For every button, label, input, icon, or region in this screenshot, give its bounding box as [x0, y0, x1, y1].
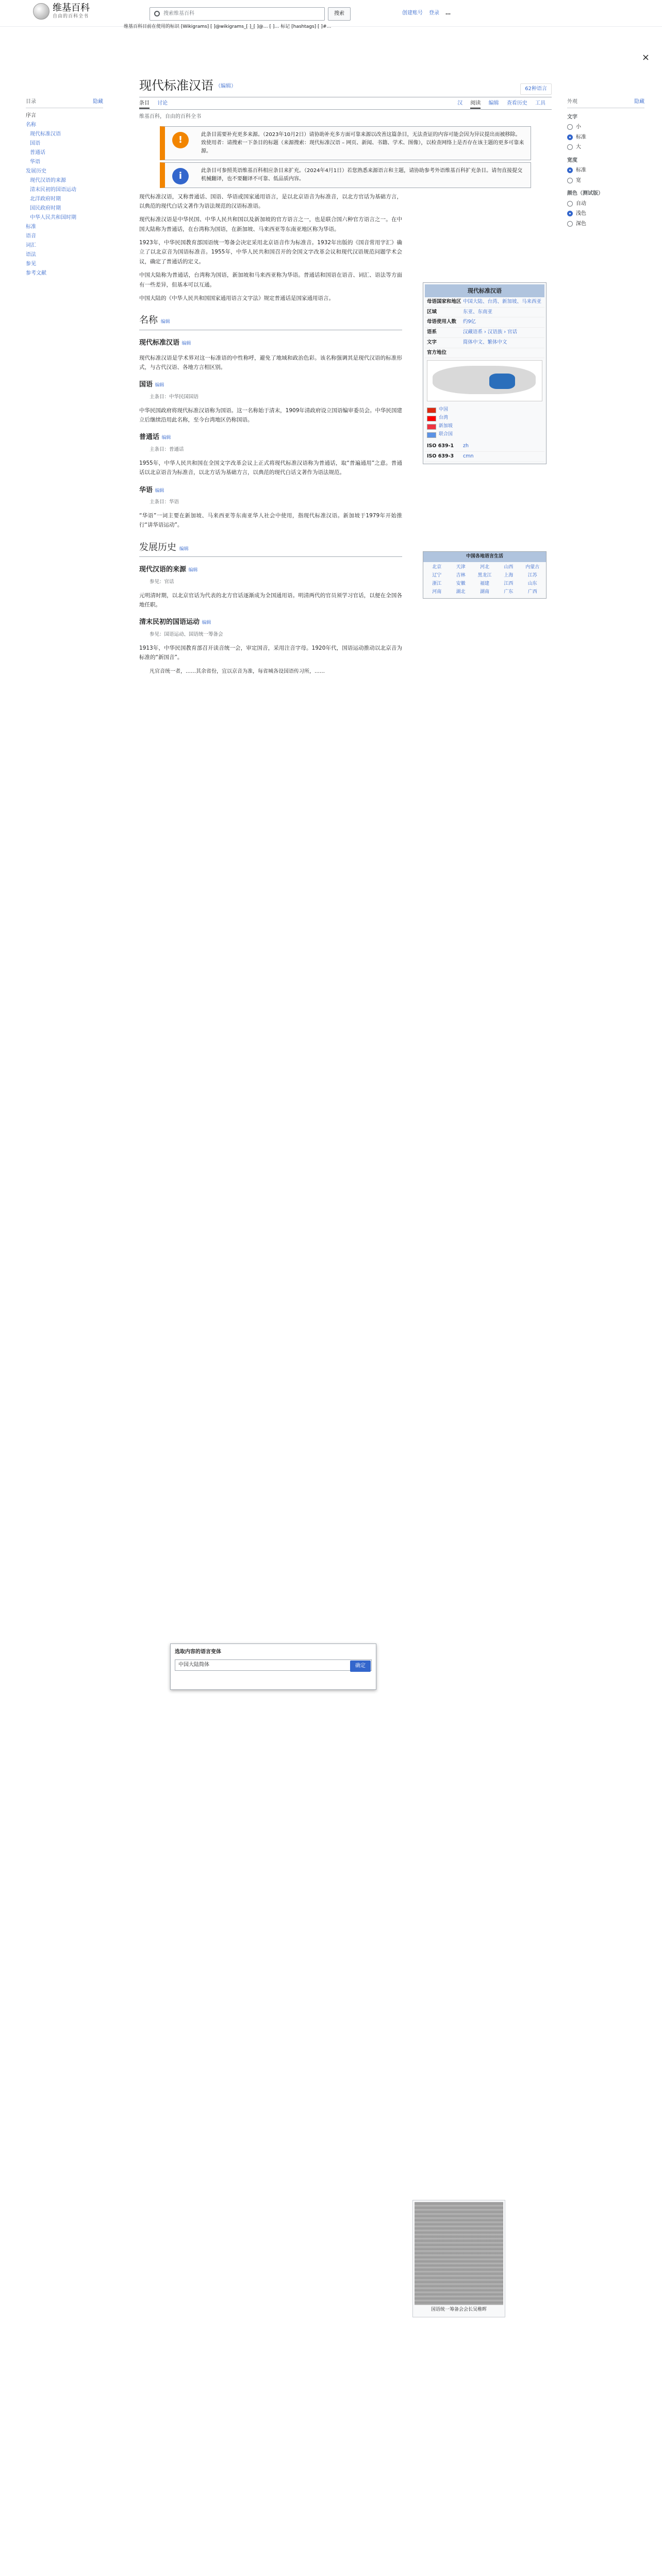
toc-item[interactable]: 现代标准汉语: [30, 131, 61, 137]
toc-item[interactable]: 华语: [30, 159, 40, 165]
appearance-hide-button[interactable]: 隐藏: [634, 99, 644, 105]
site-logo[interactable]: [33, 3, 90, 20]
navbox-link[interactable]: 广东: [504, 589, 514, 595]
search-placeholder: 搜索维基百科: [163, 11, 194, 17]
section-edit-link[interactable]: 编辑: [202, 620, 211, 626]
toc-item[interactable]: 名称: [26, 122, 36, 128]
navbox-link[interactable]: 江西: [504, 581, 514, 586]
navbox-link[interactable]: 湖北: [456, 589, 466, 595]
color-auto-radio[interactable]: 自动: [567, 200, 644, 208]
navbox-link[interactable]: 山东: [527, 581, 537, 586]
navbox-link[interactable]: 辽宁: [432, 572, 442, 578]
flag-icon: [427, 432, 436, 438]
hatnote: 主条目：中华民国国语: [150, 394, 199, 400]
infobox-title: 现代标准汉语: [425, 284, 544, 297]
section-heading: 清末民初的国语运动 编辑: [139, 618, 211, 626]
section-edit-link[interactable]: 编辑: [188, 568, 198, 573]
section-paragraph: 现代标准汉语是学术界对这一标准语的中性称呼，避免了地域和政治色彩。该名称强调其是现代汉语的标准形式，与古代汉语、各地方言相区别。: [139, 354, 402, 370]
article-body: [139, 192, 402, 677]
site-subtitle: 维基百科，自由的百科全书: [139, 114, 201, 120]
hatnote: 参见：国语运动、国语统一筹备会: [150, 632, 223, 637]
navbox-link[interactable]: 黑龙江: [477, 572, 492, 578]
infobox-row: 区域 东亚、东南亚: [425, 308, 544, 318]
page-title: 现代标准汉语 （编辑）: [139, 78, 236, 93]
notice-sources: [160, 126, 531, 160]
section-heading: 现代标准汉语 编辑: [139, 338, 191, 347]
infobox-code-row: ISO 639-3 cmn: [425, 452, 544, 462]
toc-item[interactable]: 序言: [26, 112, 36, 118]
notice-text: 此条目可参照英语维基百科相应条目来扩充。（2024年4月1日）若您熟悉来源语言和主题，请协助参考外语维基百科扩充条目。请勿直接提交机械翻译，也不要翻译不可靠、低品质内容。: [201, 167, 523, 182]
intro-paragraph: 1923年，中华民国教育部国语统一筹备会决定采用北京语音作为标准音。1932年出版的《国音常用字汇》确立了以北京音为国语标准音。1955年，中华人民共和国召开的全国文字改革会议和现代汉语规范问题学术会议，确定了普通话的定义。: [139, 240, 402, 265]
portrait-caption: 国语统一筹备会会长吴稚晖: [431, 2307, 487, 2312]
navbox-link[interactable]: 广西: [527, 589, 537, 595]
appearance-title: 外观: [567, 99, 577, 105]
intro-paragraph: 现代标准汉语，又称普通话、国语、华语或国家通用语言，是以北京语音为标准音，以北方官话为基础方言，以典范的现代白话文著作为语法规范的汉语标准语。: [139, 193, 402, 209]
flag-row[interactable]: 联合国: [427, 431, 542, 438]
navbox-link[interactable]: 山西: [504, 564, 514, 570]
portrait-figure: [412, 2200, 505, 2317]
toc-item[interactable]: 普通话: [30, 149, 45, 156]
toc-sidebar: [26, 98, 103, 278]
distribution-map: [427, 360, 542, 401]
section-edit-link[interactable]: 编辑: [155, 488, 164, 494]
globe-icon: [33, 3, 49, 20]
tab-talk[interactable]: 讨论: [157, 100, 168, 106]
login-link[interactable]: 登录: [429, 10, 439, 16]
toc-item[interactable]: 参考文献: [26, 270, 46, 276]
toc-item[interactable]: 标准: [26, 224, 36, 230]
intro-paragraph: 中国大陆的《中华人民共和国国家通用语言文字法》规定普通话是国家通用语言。: [139, 295, 334, 301]
toc-item[interactable]: 语法: [26, 251, 36, 258]
toc-item[interactable]: 国语: [30, 140, 40, 146]
color-label: 颜色（测试版）: [567, 191, 603, 196]
navbox-link[interactable]: 安徽: [456, 581, 466, 586]
tab-edit[interactable]: 编辑: [488, 100, 499, 106]
infobox-code-row: ISO 639-1 zh: [425, 442, 544, 452]
tab-history[interactable]: 查看历史: [506, 100, 527, 106]
variant-select[interactable]: 中国大陆简体: [175, 1659, 372, 1671]
portrait-image: [415, 2202, 503, 2305]
navbox-link[interactable]: 内蒙古: [525, 564, 540, 570]
intro-paragraph: 中国大陆称为普通话，台湾称为国语，新加坡和马来西亚称为华语。普通话和国语在语音、词汇、语法等方面有一些差异，但基本可以互通。: [139, 272, 402, 288]
warning-icon: !: [172, 132, 189, 148]
appearance-panel: [567, 98, 644, 230]
toc-item[interactable]: 语音: [26, 233, 36, 239]
infobox-row: 母语国家和地区 中国大陆、台湾、新加坡、马来西亚: [425, 297, 544, 308]
toc-item[interactable]: 参见: [26, 261, 36, 267]
text-small-radio[interactable]: 小: [567, 123, 644, 131]
site-banner: 维基百科目前在使用的标识 [Wikigrams] [ ]@wikigrams_[ ]_[ ]@… [ ]… 标记 [hashtags] [ ]#…: [124, 24, 332, 29]
search-icon: [154, 11, 160, 16]
flag-row[interactable]: 中国: [427, 406, 542, 414]
width-label: 宽度: [567, 157, 577, 163]
flag-row[interactable]: 台湾: [427, 415, 542, 422]
toc-item[interactable]: 北洋政府时期: [30, 196, 61, 202]
color-dark-radio[interactable]: 深色: [567, 220, 644, 228]
navbox-link[interactable]: 浙江: [432, 581, 442, 586]
notice-expand: [160, 162, 531, 188]
tab-read[interactable]: 阅读: [470, 100, 481, 109]
toc-item[interactable]: 发展历史: [26, 168, 46, 174]
tab-article[interactable]: 条目: [139, 100, 150, 109]
page-tabs: [139, 99, 552, 110]
navbox-link[interactable]: 江苏: [527, 572, 537, 578]
variant-dialog: [170, 1643, 376, 1690]
navbox-title: 中国各地语言生活: [423, 552, 546, 562]
section-paragraph: 元明清时期，以北京官话为代表的北方官话逐渐成为全国通用语。明清两代的官员须学习官话，以便在全国各地任职。: [139, 592, 402, 608]
section-edit-link[interactable]: 编辑: [155, 383, 164, 388]
logo-title: 维基百科: [53, 3, 90, 13]
section-edit-link[interactable]: 编辑: [179, 546, 189, 552]
section-edit-link[interactable]: 编辑: [160, 319, 170, 325]
section-edit-link[interactable]: 编辑: [181, 341, 191, 346]
section-paragraph: 1955年，中华人民共和国在全国文字改革会议上正式将现代标准汉语称为普通话，取“普遍通用”之意。普通话以北京语音为标准音，以北方话为基础方言，以典范的现代白话文著作为语法规范。: [139, 460, 402, 476]
flag-row[interactable]: 新加坡: [427, 423, 542, 430]
language-button[interactable]: 62种语言: [520, 83, 552, 95]
section-heading: 名称 编辑: [139, 312, 402, 330]
section-heading: 普通话 编辑: [139, 433, 171, 442]
infobox-row: 文字 简体中文、繁体中文: [425, 338, 544, 348]
toc-item[interactable]: 现代汉语的来源: [30, 177, 66, 183]
infobox-row: 语系 汉藏语系 › 汉语族 › 官话: [425, 328, 544, 338]
flag-icon: [427, 416, 436, 421]
toc-item[interactable]: 国民政府时期: [30, 205, 61, 211]
navbox-link[interactable]: 河北: [479, 564, 489, 570]
flag-icon: [427, 424, 436, 430]
text-standard-radio[interactable]: 标准: [567, 133, 644, 142]
toc-item[interactable]: 中华人民共和国时期: [30, 214, 76, 221]
create-account-link[interactable]: 创建账号: [402, 10, 423, 16]
section-heading: 国语 编辑: [139, 381, 164, 389]
navbox-link[interactable]: 天津: [456, 564, 466, 570]
section-heading: 现代汉语的来源 编辑: [139, 566, 198, 574]
navbox-link[interactable]: 北京: [432, 564, 442, 570]
logo-subtitle: 自由的百科全书: [53, 14, 89, 19]
tab-tools[interactable]: 工具: [535, 100, 545, 106]
tab-variant[interactable]: 汉: [457, 100, 463, 106]
hatnote: 主条目：华语: [150, 499, 179, 505]
search-button[interactable]: 搜索: [328, 7, 351, 21]
notice-text: 此条目需要补充更多来源。（2023年10月2日）请协助补充多方面可靠来源以改善这篇条目，无法查证的内容可能会因为异议提出而被移除。致使用者：请搜索一下条目的标题（来源搜索：现代标准汉语 – 网页、新闻、书籍、学术、图像），以检查网络上是否存在该主题的更多可靠来源。: [201, 131, 524, 154]
width-standard-radio[interactable]: 标准: [567, 166, 644, 175]
toc-item[interactable]: 词汇: [26, 242, 36, 248]
info-icon: i: [172, 168, 189, 184]
toc-hide-button[interactable]: 隐藏: [93, 99, 103, 105]
color-light-radio[interactable]: 浅色: [567, 210, 644, 218]
user-nav: [402, 9, 451, 18]
navbox-link[interactable]: 河南: [432, 589, 442, 595]
search-input[interactable]: [150, 7, 325, 21]
infobox: [423, 282, 547, 464]
navbox-link[interactable]: 上海: [504, 572, 514, 578]
section-heading: 华语 编辑: [139, 486, 164, 494]
top-bar: [0, 0, 662, 27]
flag-icon: [427, 408, 436, 413]
infobox-row: 母语使用人数 约9亿: [425, 317, 544, 328]
block-quote: 凡官音统一者，……其余省份，宜以京音为准，每省城各设国语传习所，……: [150, 669, 325, 675]
language-navbox: [423, 551, 547, 599]
toc-item[interactable]: 清末民初的国语运动: [30, 187, 76, 193]
text-size-label: 文字: [567, 114, 577, 120]
navbox-link[interactable]: 吉林: [456, 572, 466, 578]
section-edit-link[interactable]: 编辑: [161, 435, 171, 441]
section-paragraph: “华语”一词主要在新加坡、马来西亚等东南亚华人社会中使用，指现代标准汉语。新加坡于1979年开始推行“讲华语运动”。: [139, 512, 402, 529]
hatnote: 主条目：普通话: [150, 447, 184, 453]
width-wide-radio[interactable]: 宽: [567, 177, 644, 185]
hatnote: 参见：官话: [150, 579, 174, 585]
navbox-link[interactable]: 湖南: [479, 589, 489, 595]
more-menu-icon[interactable]: …: [445, 10, 451, 16]
navbox-link[interactable]: 福建: [479, 581, 489, 586]
toc-title: 目录: [26, 99, 36, 105]
dialog-title: 选取内容的语言变体: [175, 1649, 221, 1655]
intro-paragraph: 现代标准汉语是中华民国、中华人民共和国以及新加坡的官方语言之一，也是联合国六种官方语言之一。在中国大陆称为普通话，在台湾称为国语，在新加坡、马来西亚等东南亚地区称为华语。: [139, 216, 402, 232]
confirm-button[interactable]: 确定: [350, 1660, 371, 1672]
section-heading: 发展历史 编辑: [139, 539, 402, 557]
close-icon[interactable]: ×: [641, 52, 650, 63]
section-paragraph: 中华民国政府将现代标准汉语称为国语。这一名称始于清末，1909年清政府设立国语编审委员会。中华民国建立后继续沿用此名称，至今台湾地区仍称国语。: [139, 407, 402, 423]
infobox-row: 官方地位: [425, 348, 544, 359]
section-paragraph: 1913年，中华民国教育部召开读音统一会，审定国音，采用注音字母。1920年代，国语运动推动以北京音为标准的“新国音”。: [139, 645, 402, 660]
text-large-radio[interactable]: 大: [567, 143, 644, 151]
